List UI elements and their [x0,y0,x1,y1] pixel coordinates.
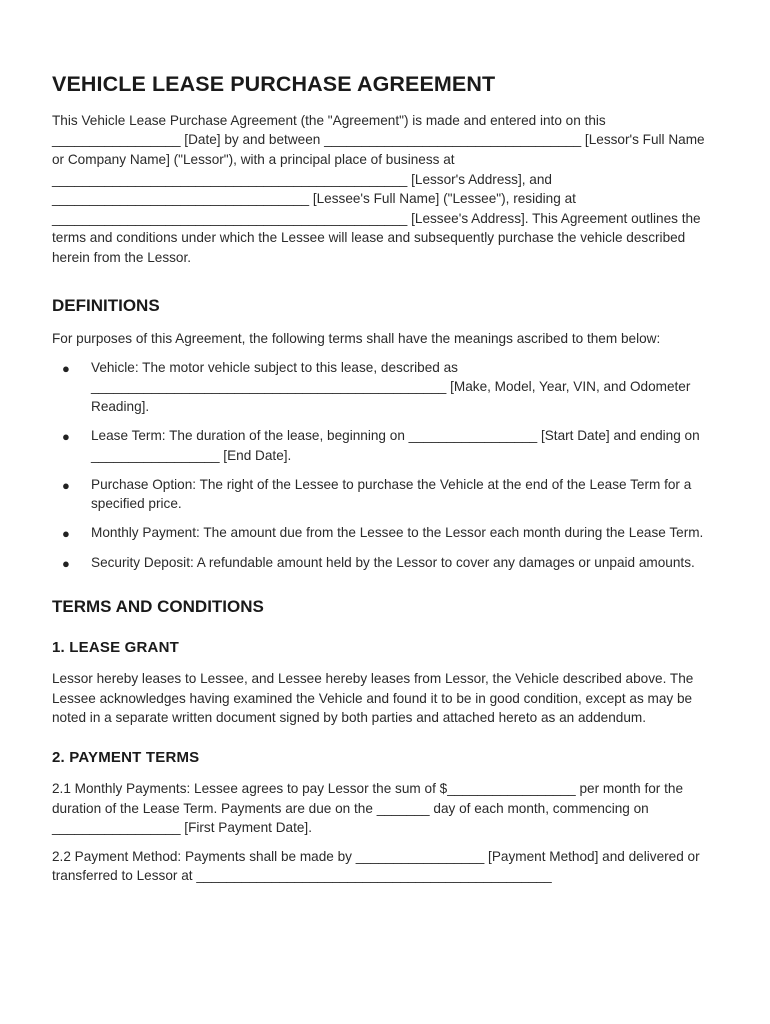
bullet-icon: ● [62,360,70,376]
definition-lease-term: Lease Term: The duration of the lease, beginning on _________________ [Start Date] and ending on _________________ [End Date]. [91,427,700,463]
payment-terms-monthly: 2.1 Monthly Payments: Lessee agrees to pay Lessor the sum of $_________________ per month for the duration of the Lease Term. Payments are due on the _______ day of each month, commencing on _________________ [First Payment Date]. [52,781,684,836]
lease-grant-text: Lessor hereby leases to Lessee, and Lessee hereby leases from Lessor, the Vehicle described above. The Lessee acknowledges having examined the Vehicle and found it to be in good condition, except as may be noted in a separate written document signed by both parties and attached hereto as an addendum. [52,671,694,726]
definition-purchase-option: Purchase Option: The right of the Lessee to purchase the Vehicle at the end of the Lease Term for a specified price. [91,476,692,512]
bullet-icon: ● [62,477,70,493]
definitions-heading: DEFINITIONS [52,295,160,315]
list-item [52,358,718,417]
terms-heading: TERMS AND CONDITIONS [52,596,264,616]
intro-paragraph: This Vehicle Lease Purchase Agreement (the "Agreement") is made and entered into on this _________________ [Date] by and between __________________________________ [Lessor's Full Name or Company Name] ("Lessor"), with a principal place of business at _______________________________________________ [Lessor's Address], and __________________________________ [Lessee's Full Name] ("Lessee"), residing at _______________________________________________ [Lessee's Address]. This Agreement outlines the terms and conditions under which the Lessee will lease and subsequently purchase the vehicle described herein from the Lessor. [52,112,705,265]
list-item [52,523,718,543]
document-page [52,72,718,886]
definition-vehicle: Vehicle: The motor vehicle subject to this lease, described as _______________________________________________ [Make, Model, Year, VIN, and Odometer Reading]. [91,359,691,414]
document-title: VEHICLE LEASE PURCHASE AGREEMENT [52,72,496,96]
lease-grant-heading: 1. LEASE GRANT [52,639,179,657]
definition-security-deposit: Security Deposit: A refundable amount held by the Lessor to cover any damages or unpaid amounts. [91,554,695,570]
bullet-icon: ● [62,428,70,444]
definitions-list [52,358,718,573]
list-item [52,475,718,514]
list-item [52,426,718,465]
payment-terms-heading: 2. PAYMENT TERMS [52,749,200,767]
definitions-intro: For purposes of this Agreement, the following terms shall have the meanings ascribed to them below: [52,330,661,346]
bullet-icon: ● [62,526,70,542]
bullet-icon: ● [62,555,70,571]
definition-monthly-payment: Monthly Payment: The amount due from the Lessee to the Lessor each month during the Lease Term. [91,525,704,541]
payment-terms-method: 2.2 Payment Method: Payments shall be made by _________________ [Payment Method] and delivered or transferred to Lessor at _______________________________________________ [52,848,700,884]
list-item [52,553,718,573]
